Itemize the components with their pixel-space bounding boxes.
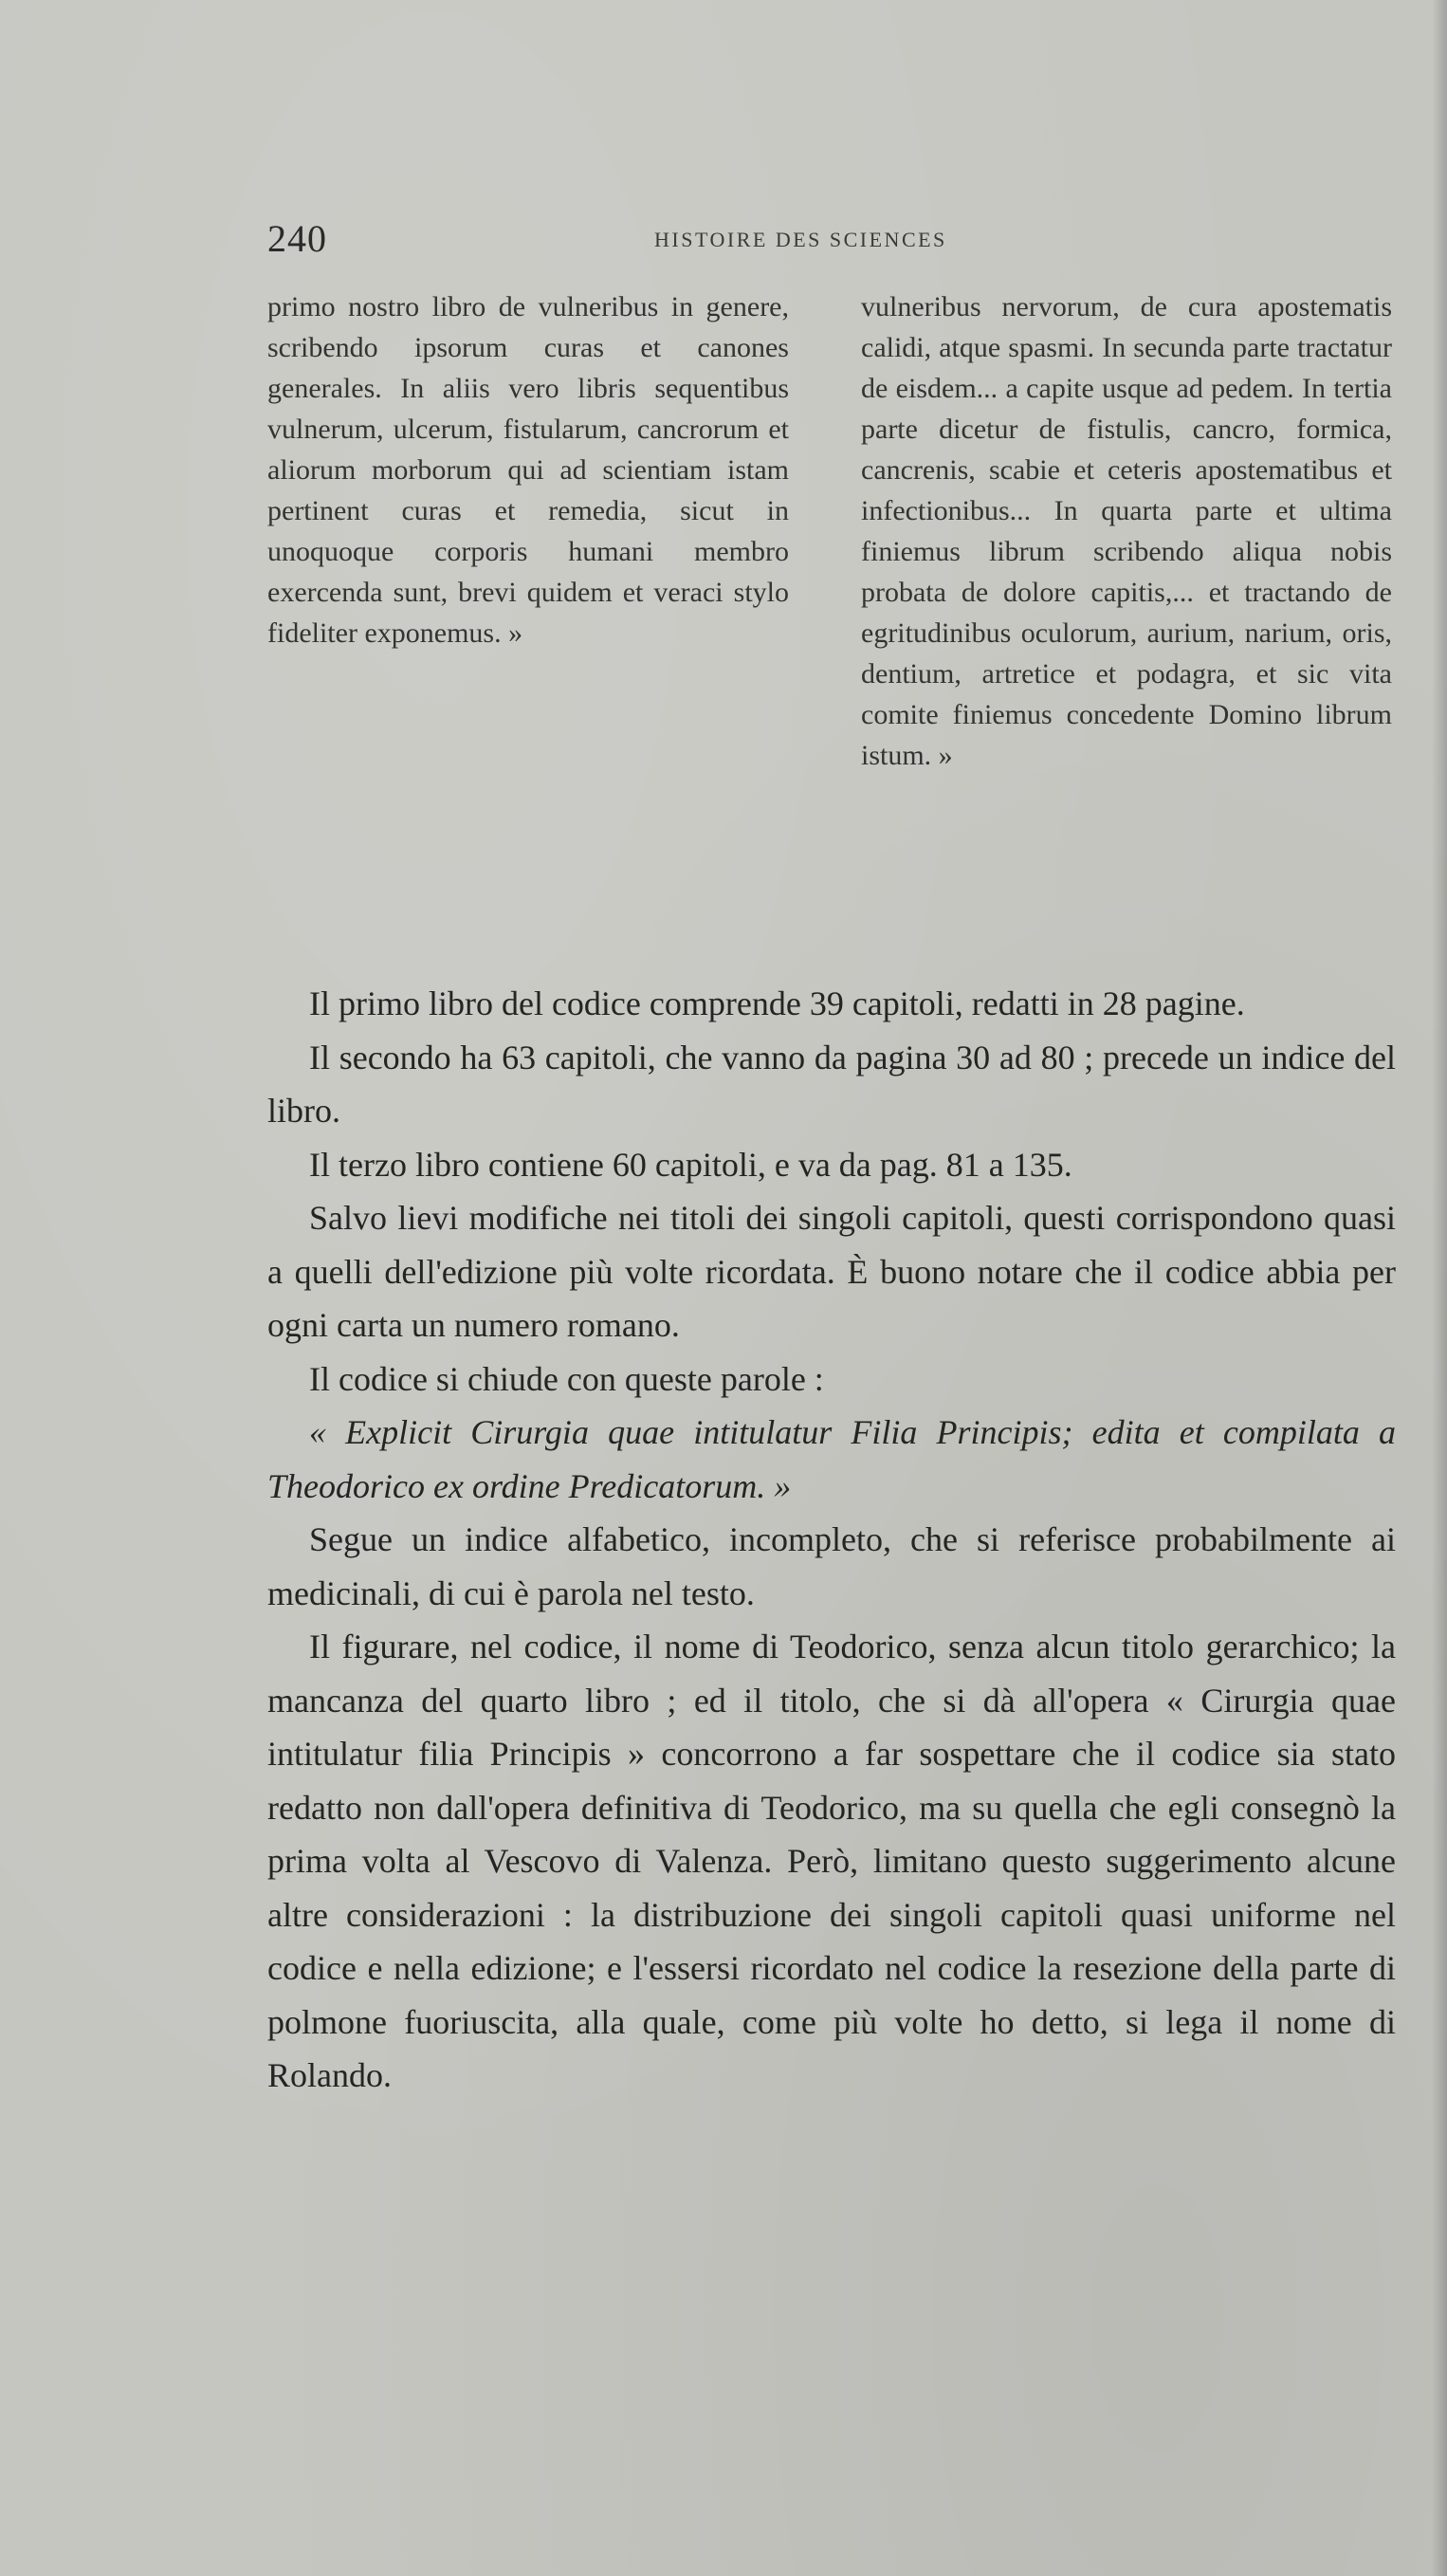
paragraph-7: Segue un indice alfabetico, incompleto, che si referisce probabilmente ai medicinali, di cui è parola nel testo. <box>267 1520 1396 1612</box>
page-edge-shadow <box>1432 0 1447 2576</box>
main-text <box>267 977 1396 2103</box>
paragraph-5: Il codice si chiude con queste parole : <box>309 1359 824 1398</box>
page-number: 240 <box>267 217 327 260</box>
left-column-text: primo nostro libro de vulneribus in genere, scribendo ipsorum curas et canones generales. In aliis vero libris sequentibus vulnerum, ulcerum, fistularum, cancrorum et aliorum morborum qui ad scientiam istam pertinent curas et remedia, sicut in unoquoque corporis humani membro exercenda sunt, brevi quidem et veraci stylo fideliter exponemus. » <box>267 291 789 649</box>
explicit-quote: « Explicit Cirurgia quae intitulatur Filia Principis; edita et compilata a Theodorico ex ordine Predicatorum. » <box>267 1413 1396 1505</box>
paragraph-2: Il secondo ha 63 capitoli, che vanno da pagina 30 ad 80 ; precede un indice del libro. <box>267 1038 1396 1130</box>
paragraph-1: Il primo libro del codice comprende 39 capitoli, redatti in 28 pagine. <box>309 984 1245 1022</box>
paragraph-8: Il figurare, nel codice, il nome di Teodorico, senza alcun titolo gerarchico; la mancanza del quarto libro ; ed il titolo, che si dà all'opera « Cirurgia quae intitulatur filia Principis » concorrono a far sospettare che il codice sia stato redatto non dall'opera definitiva di Teodorico, ma su quella che egli consegnò la prima volta al Vescovo di Valenza. Però, limitano questo suggerimento alcune altre considerazioni : la distribuzione dei singoli capitoli quasi uniforme nel codice e nella edizione; e l'essersi ricordato nel codice la resezione della parte di polmone fuoriuscita, alla quale, come più volte ho detto, si lega il nome di Rolando. <box>267 1628 1396 2094</box>
paragraph-4: Salvo lievi modifiche nei titoli dei singoli capitoli, questi corrispondono quasi a quelli dell'edizione più volte ricordata. È buono notare che il codice abbia per ogni carta un numero romano. <box>267 1199 1396 1344</box>
left-column <box>267 286 789 653</box>
paragraph-3: Il terzo libro contiene 60 capitoli, e va da pag. 81 a 135. <box>309 1145 1072 1184</box>
running-head <box>0 216 1447 264</box>
running-title: HISTOIRE DES SCIENCES <box>654 228 947 251</box>
right-column-text: vulneribus nervorum, de cura apostematis calidi, atque spasmi. In secunda parte tractatur de eisdem... a capite usque ad pedem. In tertia parte dicetur de fistulis, cancro, formica, cancrenis, scabie et ceteris apostematibus et infectionibus... In quarta parte et ultima finiemus librum scribendo aliqua nobis probata de dolore capitis,... et tractando de egritudinibus oculorum, aurium, narium, oris, dentium, artretice et podagra, et sic vita comite finiemus concedente Domino librum istum. » <box>861 291 1392 771</box>
right-column <box>861 286 1392 776</box>
